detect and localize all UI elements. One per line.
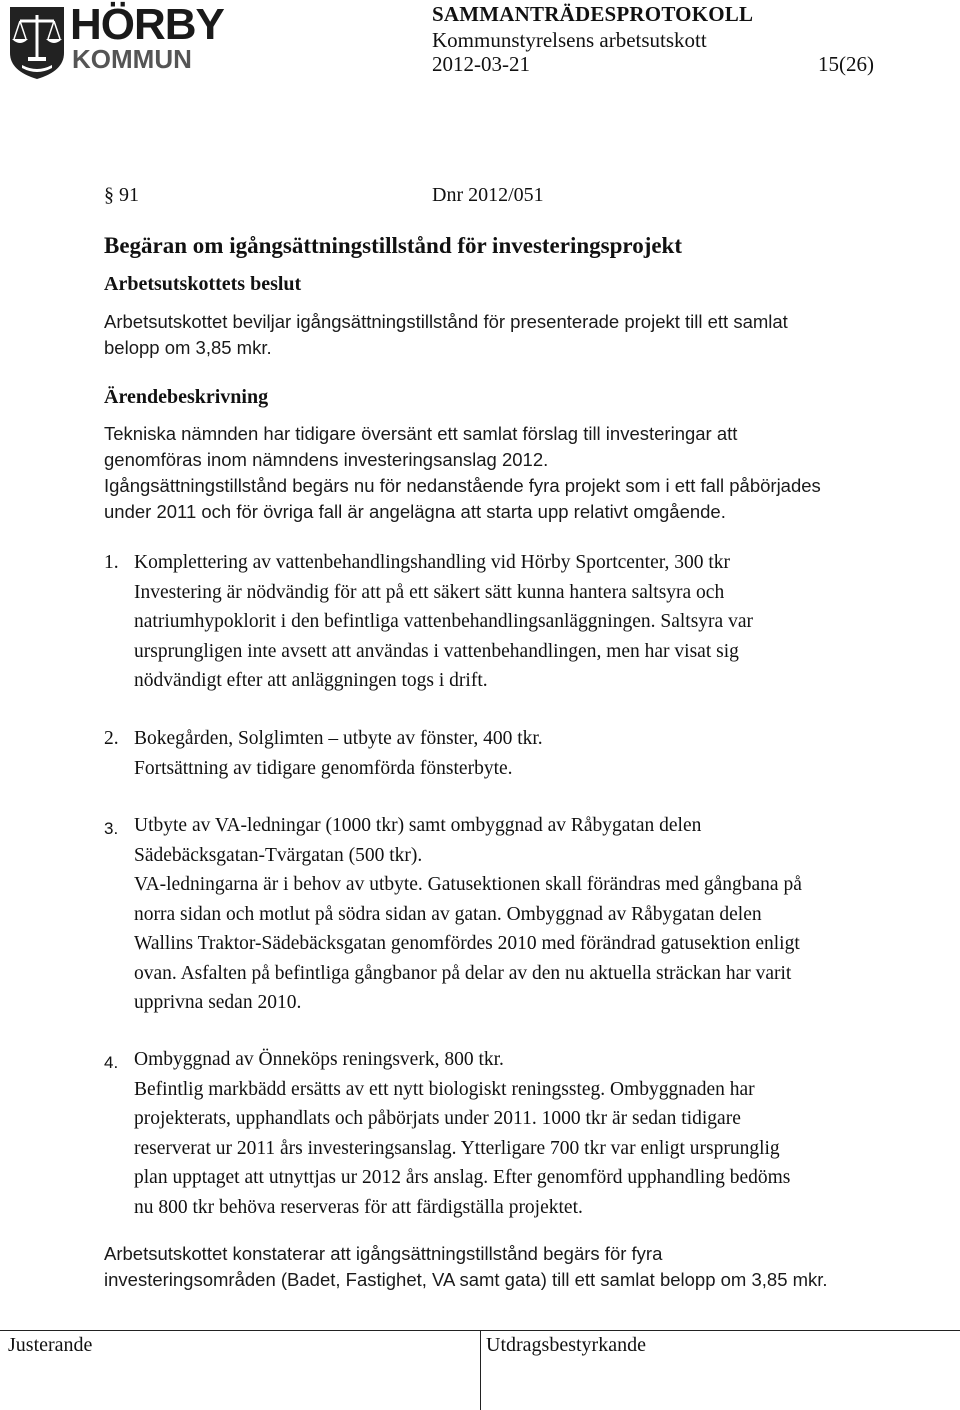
description-line: Igångsättningstillstånd begärs nu för nedanstående fyra projekt som i ett fall påbörjades xyxy=(104,475,821,496)
logo-name-line1: HÖRBY xyxy=(70,0,224,49)
municipality-logo xyxy=(8,0,224,83)
item-body xyxy=(134,724,904,783)
item-line: Investering är nödvändig för att på ett säkert sätt kunna hantera saltsyra och xyxy=(134,581,725,603)
description-heading: Ärendebeskrivning xyxy=(104,386,269,408)
item-line: plan upptaget att utnyttjas ur 2012 års anslag. Efter genomförd upphandling bedöms xyxy=(134,1167,791,1188)
logo-name-line2: KOMMUN xyxy=(72,44,192,74)
item-line: Fortsättning av tidigare genomförda fönsterbyte. xyxy=(134,757,513,779)
page-number: 15(26) xyxy=(818,52,874,76)
item-line: nu 800 tkr behöva reserveras för att färdigställa projektet. xyxy=(134,1196,583,1218)
item-line: norra sidan och motlut på södra sidan av gatan. Ombyggnad av Råbygatan delen xyxy=(134,903,762,925)
item-line: Ombyggnad av Önneköps reningsverk, 800 tkr. xyxy=(134,1049,504,1070)
item-number: 3. xyxy=(104,819,119,838)
item-line: Befintlig markbädd ersätts av ett nytt biologiskt reningssteg. Ombyggnaden har xyxy=(134,1078,755,1100)
item-line: ursprungligen inte avsett att användas i vattenbehandlingen, men har visat sig xyxy=(134,640,739,662)
case-number: Dnr 2012/051 xyxy=(432,184,544,206)
item-line: reserverat ur 2011 års investeringsanslag. Ytterligare 700 tkr var enligt ursprunglig xyxy=(134,1137,780,1159)
item-body xyxy=(134,811,904,1018)
item-line: nödvändigt efter att anläggningen togs i drift. xyxy=(134,670,488,691)
footer-justerande: Justerande xyxy=(8,1334,93,1356)
item-line: upprivna sedan 2010. xyxy=(134,992,302,1013)
item-body xyxy=(134,548,904,696)
decision-heading: Arbetsutskottets beslut xyxy=(104,273,302,295)
item-line: Wallins Traktor-Sädebäcksgatan genomfördes 2010 med förändrad gatusektion enligt xyxy=(134,933,800,954)
item-line: Komplettering av vattenbehandlingshandling vid Hörby Sportcenter, 300 tkr xyxy=(134,552,731,573)
conclusion-line: investeringsområden (Badet, Fastighet, VA samt gata) till ett samlat belopp om 3,85 mkr. xyxy=(104,1269,828,1290)
item-line: Bokegården, Solglimten – utbyte av fönster, 400 tkr. xyxy=(134,728,543,749)
meeting-date: 2012-03-21 xyxy=(432,52,530,76)
decision-line: Arbetsutskottet beviljar igångsättningstillstånd för presenterade projekt till ett samlat xyxy=(104,311,788,332)
decision-text xyxy=(104,309,904,361)
item-number: 2. xyxy=(104,728,119,749)
footer-column-divider xyxy=(480,1330,481,1410)
item-line: Utbyte av VA-ledningar (1000 tkr) samt ombyggnad av Råbygatan delen xyxy=(134,815,702,836)
conclusion-line: Arbetsutskottet konstaterar att igångsättningstillstånd begärs för fyra xyxy=(104,1243,663,1264)
description-line: genomföras inom nämndens investeringsanslag 2012. xyxy=(104,449,549,470)
item-number: 1. xyxy=(104,552,119,573)
description-line: Tekniska nämnden har tidigare översänt ett samlat förslag till investeringar att xyxy=(104,423,738,444)
paragraph-number: § 91 xyxy=(104,184,139,206)
case-title: Begäran om igångsättningstillstånd för investeringsprojekt xyxy=(104,233,683,258)
decision-line: belopp om 3,85 mkr. xyxy=(104,337,272,358)
footer-utdragsbestyrkande: Utdragsbestyrkande xyxy=(486,1334,646,1356)
item-line: projekterats, upphandlats och påbörjats under 2011. 1000 tkr är sedan tidigare xyxy=(134,1108,741,1129)
item-body xyxy=(134,1045,904,1222)
item-line: VA-ledningarna är i behov av utbyte. Gatusektionen skall förändras med gångbana på xyxy=(134,874,802,895)
scales-shield-icon xyxy=(8,5,66,81)
description-line: under 2011 och för övriga fall är angelägna att starta upp relativt omgående. xyxy=(104,501,726,522)
item-line: natriumhypoklorit i den befintliga vattenbehandlingsanläggningen. Saltsyra var xyxy=(134,611,753,632)
committee-name: Kommunstyrelsens arbetsutskott xyxy=(432,28,707,52)
description-text xyxy=(104,421,904,525)
item-number: 4. xyxy=(104,1053,119,1072)
item-line: ovan. Asfalten på befintliga gångbanor på delar av den nu aktuella sträckan har varit xyxy=(134,962,792,984)
protocol-title: SAMMANTRÄDESPROTOKOLL xyxy=(432,2,754,26)
item-line: Sädebäcksgatan-Tvärgatan (500 tkr). xyxy=(134,844,423,866)
conclusion-text xyxy=(104,1241,904,1293)
